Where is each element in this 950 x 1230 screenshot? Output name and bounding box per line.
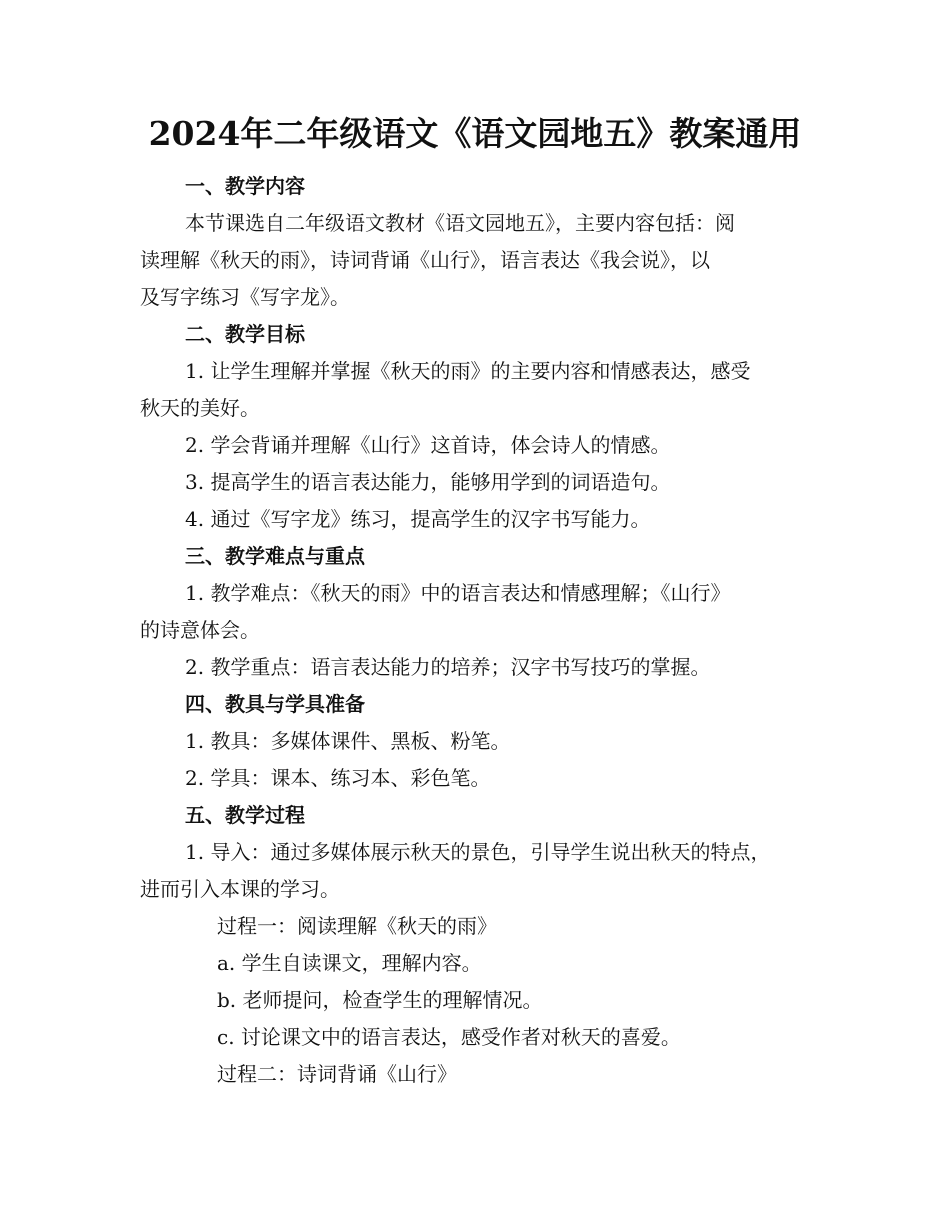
list-item: 1. 让学生理解并掌握《秋天的雨》的主要内容和情感表达，感受 <box>185 359 751 383</box>
section-heading-key-points: 三、教学难点与重点 <box>185 544 365 568</box>
process-substep: a. 学生自读课文，理解内容。 <box>217 951 482 975</box>
section-heading-goals: 二、教学目标 <box>185 322 305 346</box>
document-title: 2024年二年级语文《语文园地五》教案通用 <box>148 114 802 153</box>
section-heading-process: 五、教学过程 <box>185 803 305 827</box>
list-item: 1. 导入：通过多媒体展示秋天的景色，引导学生说出秋天的特点， <box>185 840 771 864</box>
process-substep: c. 讨论课文中的语言表达，感受作者对秋天的喜爱。 <box>217 1025 681 1049</box>
paragraph-line: 读理解《秋天的雨》，诗词背诵《山行》，语言表达《我会说》，以 <box>140 248 710 272</box>
section-heading-content: 一、教学内容 <box>185 174 305 198</box>
list-item: 3. 提高学生的语言表达能力，能够用学到的词语造句。 <box>185 470 671 494</box>
list-item: 4. 通过《写字龙》练习，提高学生的汉字书写能力。 <box>185 507 651 531</box>
list-item: 2. 学会背诵并理解《山行》这首诗，体会诗人的情感。 <box>185 433 671 457</box>
process-step-title: 过程二：诗词背诵《山行》 <box>217 1062 457 1086</box>
section-heading-materials: 四、教具与学具准备 <box>185 692 365 716</box>
list-item-continuation: 进而引入本课的学习。 <box>140 877 340 901</box>
list-item: 1. 教学难点：《秋天的雨》中的语言表达和情感理解；《山行》 <box>185 581 731 605</box>
list-item: 1. 教具：多媒体课件、黑板、粉笔。 <box>185 729 511 753</box>
paragraph-line: 本节课选自二年级语文教材《语文园地五》，主要内容包括：阅 <box>185 211 735 235</box>
process-step-title: 过程一：阅读理解《秋天的雨》 <box>217 914 497 938</box>
process-substep: b. 老师提问，检查学生的理解情况。 <box>217 988 543 1012</box>
paragraph-line: 及写字练习《写字龙》。 <box>140 285 350 309</box>
list-item: 2. 教学重点：语言表达能力的培养；汉字书写技巧的掌握。 <box>185 655 711 679</box>
list-item: 2. 学具：课本、练习本、彩色笔。 <box>185 766 491 790</box>
list-item-continuation: 秋天的美好。 <box>140 396 260 420</box>
list-item-continuation: 的诗意体会。 <box>140 618 260 642</box>
